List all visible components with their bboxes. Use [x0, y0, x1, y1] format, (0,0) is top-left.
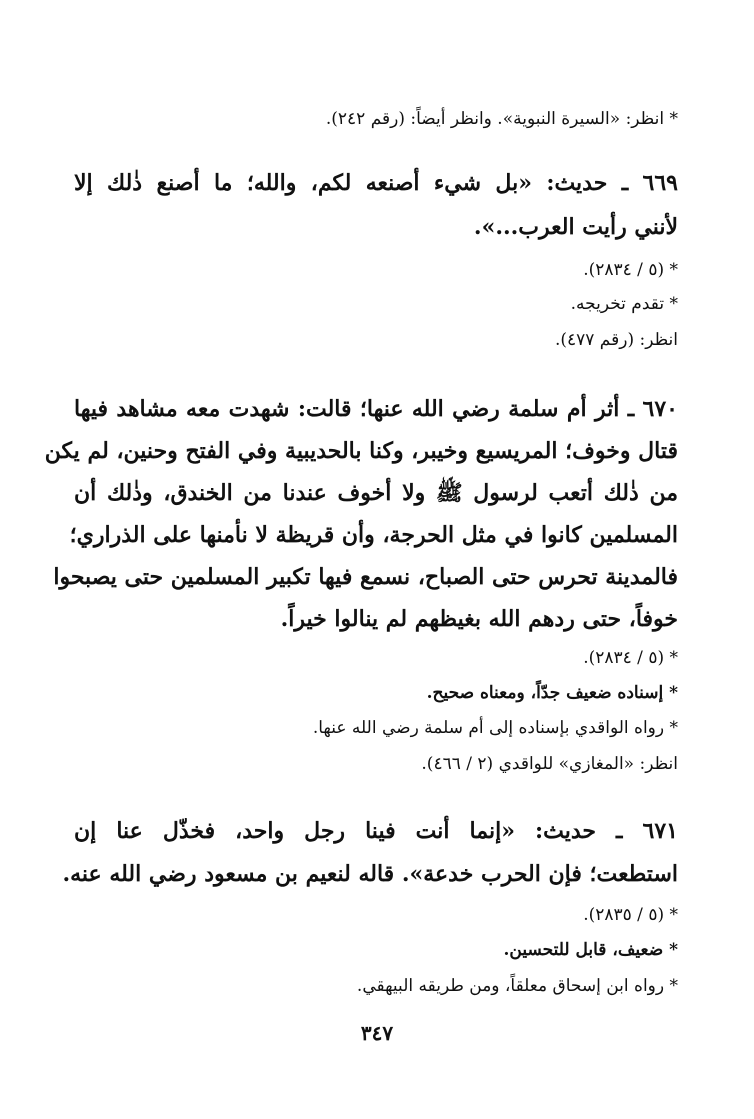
athar-670-narration: * رواه الواقدي بإسناده إلى أم سلمة رضي الله عنها.: [312, 718, 678, 738]
hadith-671-narration: * رواه ابن إسحاق معلقاً، ومن طريقه البيهقي.: [356, 976, 678, 996]
hadith-669-heading-line-2: لأنني رأيت العرب...».: [473, 214, 678, 240]
athar-670-grading: * إسناده ضعيف جدّاً، ومعناه صحيح.: [426, 683, 678, 703]
hadith-669-grading: * تقدم تخريجه.: [570, 294, 678, 314]
page-number: ٣٤٧: [360, 1021, 394, 1045]
athar-670-line-1: ٦٧٠ ـ أثر أم سلمة رضي الله عنها؛ قالت: شهدت معه مشاهد فيها: [74, 396, 678, 422]
hadith-671-grading: * ضعيف، قابل للتحسين.: [503, 940, 678, 960]
reference-note: * انظر: «السيرة النبوية». وانظر أيضاً: (رقم ٢٤٢).: [325, 109, 678, 129]
athar-670-line-3: من ذٰلك أتعب لرسول ﷺ ولا أخوف عندنا من الخندق، وذٰلك أن: [74, 480, 678, 506]
athar-670-line-4: المسلمين كانوا في مثل الحرجة، وأن قريظة لا نأمنها على الذراري؛: [69, 522, 678, 548]
athar-670-line-2: قتال وخوف؛ المريسيع وخيبر، وكنا بالحديبية وفي الفتح وحنين، لم يكن: [44, 438, 678, 464]
hadith-669-volume-ref: * (٥ / ٢٨٣٤).: [583, 260, 678, 280]
athar-670-volume-ref: * (٥ / ٢٨٣٤).: [583, 648, 678, 668]
athar-670-line-6: خوفاً، حتى ردهم الله بغيظهم لم ينالوا خيراً.: [280, 606, 678, 632]
hadith-669-heading-line-1: ٦٦٩ ـ حديث: «بل شيء أصنعه لكم، والله؛ ما أصنع ذٰلك إلا: [74, 170, 678, 196]
athar-670-line-5: فالمدينة تحرس حتى الصباح، نسمع فيها تكبير المسلمين حتى يصبحوا: [53, 564, 678, 590]
athar-670-see-also: انظر: «المغازي» للواقدي (٢ / ٤٦٦).: [421, 754, 678, 774]
hadith-671-volume-ref: * (٥ / ٢٨٣٥).: [583, 905, 678, 925]
hadith-671-heading-line-1: ٦٧١ ـ حديث: «إنما أنت فينا رجل واحد، فخذّل عنا إن: [74, 818, 678, 844]
hadith-669-see-also: انظر: (رقم ٤٧٧).: [554, 330, 678, 350]
hadith-671-heading-line-2: استطعت؛ فإن الحرب خدعة». قاله لنعيم بن مسعود رضي الله عنه.: [62, 861, 678, 887]
